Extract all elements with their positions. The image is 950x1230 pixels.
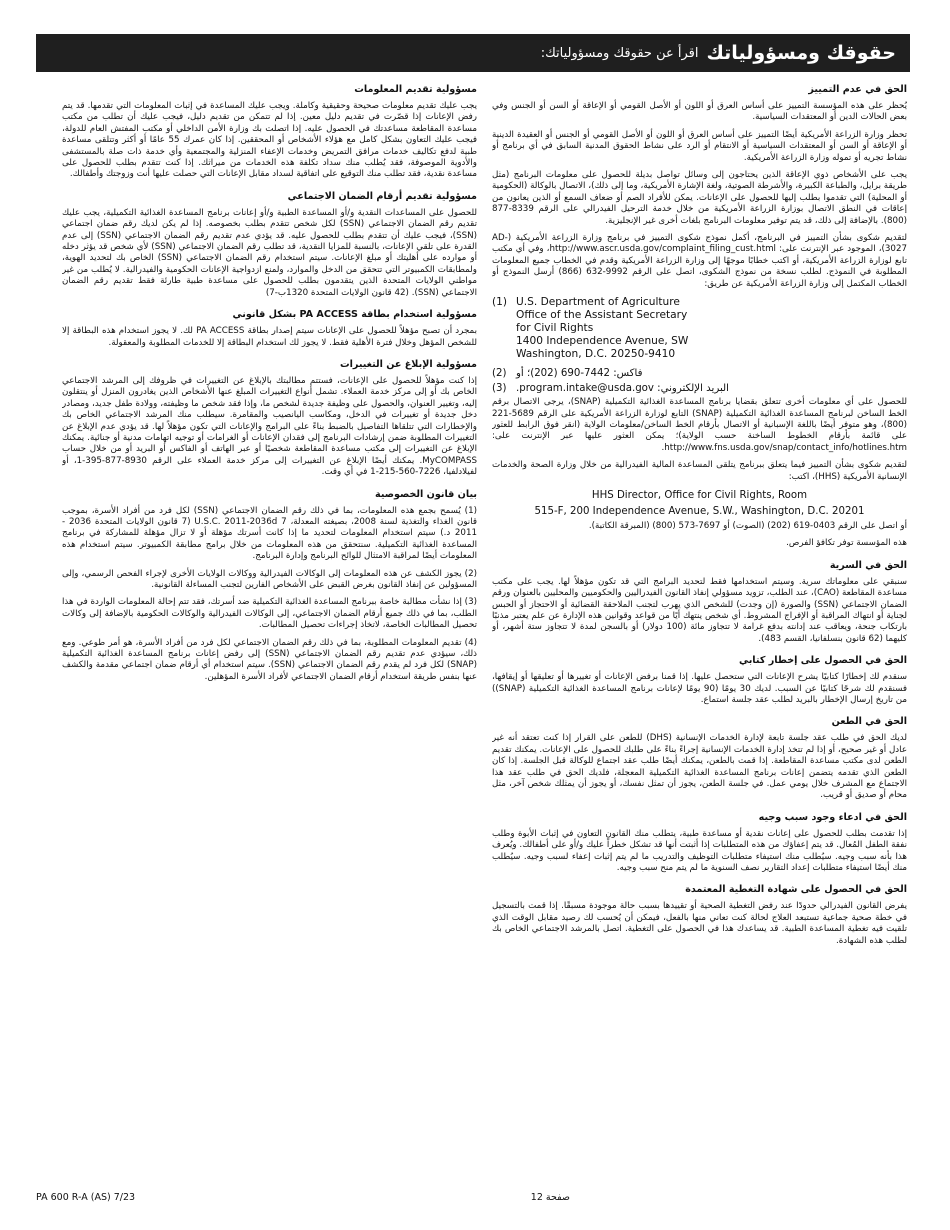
paragraph: تحظر وزارة الزراعة الأمريكية أيضًا التمييز على أساس العرق أو اللون أو الأصل القومي أو الجنس أو العقيدة الدينية أو الإعاقة أو السن أو المعتقدات السياسية أو الانتقام أو الرد على نشاط الحقوق المدنية السابق في أي برنامج أو نشاط تجريه أو تموله وزارة الزراعة الأمريكية. [492,129,907,163]
page-footer [36,1192,910,1203]
list-number: (3) [492,383,507,395]
paragraph: يجب على الأشخاص ذوي الإعاقة الذين يحتاجون إلى وسائل تواصل بديلة للحصول على معلومات البرنامج (مثل طريقة برايل، والطباعة الكبيرة، والأشرطة الصوتية، ولغة الإشارة الأمريكية، وما إلى ذلك)، الاتصال بالوكالة (الحكومية أو المحلية) التي تقدموا بطلب إليها للحصول على الإعانات. يمكن للأفراد الصم أو ضعاف السمع أو الذين يعانون من إعاقات في النطق الاتصال بوزارة الزراعة الأمريكية من خلال خدمة الترحيل الفيدرالي على الرقم 8339-877 (800). بالإضافة إلى ذلك، قد يتم توفير معلومات البرنامج بلغات أخرى غير الإنجليزية. [492,170,907,226]
address-line: Office of the Assistant Secretary [516,309,688,322]
section-ssn [62,191,477,299]
list-number: (2) [492,368,507,380]
section-pa-access [62,309,477,349]
paragraph: بمجرد أن تصبح مؤهلاً للحصول على الإعانات سيتم إصدار بطاقة PA ACCESS لك. لا يجوز استخدام هذه البطاقة إلا للشخص المؤهل وخلال فترة الأهلية فقط. لا يجوز لك استخدام البطاقة إلا للخدمات المطلوبة والمعقولة. [62,326,477,348]
section-title: الحق في الحصول على إخطار كتابي [739,655,907,667]
section-provide-information [62,84,477,181]
section-title: الحق في الطعن [831,716,907,728]
address-line: 1400 Independence Avenue, SW [516,335,689,348]
form-number: PA 600 R-A (AS) 7/23 [36,1192,136,1203]
paragraph: لديك الحق في طلب عقد جلسة تابعة لإدارة الخدمات الإنسانية (DHS) للطعن على القرار إذا كنت تعتقد أنه غير عادل أو غير صحيح، أو إذا لم تتخذ إدارة الخدمات الإنسانية إجراءً بناءً على طلبك للحصول على الإعانات. يمكنك تقديم الطعن لدى مكتب مساعدة المقاطعة. إذا قمت بالطعن، يمكنك أيضًا طلب عقد اجتماع للوكالة قبل الجلسة. إذا كان الطعن الذي تقدمه يتضمن إعانات برنامج المساعدة الغذائية التكميلية المعجلة، فلديك الحق في طلب عقد هذا الاجتماع مع المشرف خلال يومي عمل. في جلسة الطعن، يجوز أن تمثل نفسك، أو يجوز أن يمثلك شخص آخر، مثل محام أو صديق أو قريب. [492,733,907,801]
section-privacy-act [62,489,477,684]
address-line: Washington, D.C. 20250-9410 [516,348,676,361]
header-subtitle: اقرأ عن حقوقك ومسؤولياتك: [540,45,699,61]
paragraph: (3) إذا نشأت مطالبة خاصة ببرنامج المساعدة الغذائية التكميلية ضد أسرتك، فقد تتم إحالة المعلومات الواردة في هذا الطلب، بما في ذلك جميع أرقام الضمان الاجتماعي، إلى الوكالات الفيدرالية والوكالات الحكومية بالإضافة إلى وكالات تحصيل المطالبات الخاصة، لاتخاذ إجراءات تحصيل المطالبات. [62,597,477,631]
section-title: الحق في الحصول على شهادة التغطية المعتمدة [685,884,907,896]
paragraph: يُحظر على هذه المؤسسة التمييز على أساس العرق أو اللون أو الأصل القومي أو الإعاقة أو السن أو الجنس وفي بعض الحالات الدين أو المعتقدات السياسية. [492,101,907,123]
section-good-cause [492,812,907,875]
paragraph: إذا تقدمت بطلب للحصول على إعانات نقدية أو مساعدة طبية، يتطلب منك القانون التعاون في إثبات الأبوة وطلب نفقة الطفل المُعال. قد يتم إعفاؤك من هذه المتطلبات إذا أثبتت أنها قد تشكل خطراً عليك و/أو على أطفالك. ويُعرف هذا بأنه سبب وجيه. سيُطلب منك استيفاء متطلبات التوظيف والتدريب ما لم يتم إثبات إعفاء لسبب وجيه. سيُطلب منك أيضًا استيفاء متطلبات إعداد التقارير نصف السنوية ما لم يتم منح سبب وجيه. [492,828,907,874]
hhs-address-line: 515-F, 200 Independence Avenue, S.W., Washington, D.C. 20201 [534,505,865,517]
section-title: الحق في السرية [829,559,907,571]
paragraph: للحصول على أي معلومات أخرى تتعلق بقضايا برنامج المساعدة الغذائية التكميلية (SNAP)، يرجى الاتصال برقم الخط الساخن لبرنامج المساعدة الغذائية التكميلية (SNAP) التابع لوزارة الزراعة الأمريكية على الرقم 5689-221 (800)، وهو متوفر أيضًا باللغة الإسبانية أو الاتصال بأرقام الخط الساخن/معلومات الولاية (انقر فوق الرابط للعثور على قائمة بأرقام الخطوط الساخنة حسب الولاية)؛ يمكن العثور عليها عبر الإنترنت على: http://www.fns.usda.gov/snap/contact_info/hotlines.htm. [492,397,907,453]
email-line [492,382,907,395]
page-number: صفحة 12 [530,1192,570,1203]
email-text: البريد الإلكتروني: program.intake@usda.gov. [516,383,729,395]
paragraph: للحصول على المساعدات النقدية و/أو المساعدة الطبية و/أو إعانات برنامج المساعدة الغذائية التكميلية، يجب عليك تقديم رقم الضمان الاجتماعي (SSN) لكل شخص تتقدم بطلب بخصوصه. إذا لم يكن لديك رقم ضمان اجتماعي (SSN)، فيجب عليك أن تتقدم بطلب للحصول عليه. قد يؤدي عدم تقديم رقم الضمان الاجتماعي (SSN) إلى عدم القدرة على تلقي الإعانات، بالنسبة للمزايا النقدية، قد تطلب رقم الضمان الاجتماعي (SSN) لأي شخص قد يؤثر دخله أو موارده على أهليتك أو مبلغ الإعانات. سيتم استخدام رقم الضمان الاجتماعي (SSN) الخاص بك لتحديد الهوية، ولمطابقات الكمبيوتر التي تتحقق من الدخل والموارد، ولمنع ازدواجية الإعانات الحكومية والفيدرالية. لا يُطلب من غير مواطني الولايات المتحدة الذين يتقدمون بطلب للحصول على مساعدة طبية طارئة فقط تقديم رقم الضمان الاجتماعي (SSN). (42 قانون الولايات المتحدة 1320ب-7) [62,207,477,298]
paragraph: يفرض القانون الفيدرالي حدودًا عند رفض التغطية الصحية أو تقييدها بسبب حالة موجودة مسبقًا. إذا قمت بالتسجيل في خطة صحية جماعية تستبعد العلاج لحالة كنت تعاني منها بالفعل، فيمكن أن يُحسب لك رصيد مقابل الوقت الذي تلقيت فيه تغطية المساعدة الطبية. قد يساعدك هذا في الحصول على التغطية. اتصل بالمرشد الاجتماعي الخاص بك لطلب هذه الشهادة. [492,901,907,946]
section-report-changes [62,359,477,479]
paragraph: هذه المؤسسة توفر تكافؤ الفرص. [786,538,907,549]
section-confidentiality [492,560,907,645]
paragraph: سنبقي على معلوماتك سرية. وسيتم استخدامها فقط لتحديد البرامج التي قد تكون مؤهلاً لها. يجب على مكتب مساعدة المقاطعة (CAO)، عند الطلب، تزويد مسؤولي إنفاذ القانون الفيدراليين والحكوميين والمحليين بالعنوان ورقم الضمان الاجتماعي (SSN) والصورة (إن وجدت) للشخص الذي يهرب لتجنب الملاحقة القضائية أو الاحتجاز أو الحبس لجناية أو انتهاك المراقبة أو الإفراج المشروط. أي شخص ينتهك أيًا من قواعد وقوانين هذه الإدارة عن علم يعتبر مذنبًا بارتكاب جنحة، ويعاقب عند إدانته بدفع غرامة لا تتجاوز مائة (100 دولار) أو بالسجن لمدة لا تتجاوز ستة أشهر، أو كليهما (62 قانون بنسلفانيا، القسم 483). [492,576,907,644]
section-appeal [492,716,907,801]
address-line: U.S. Department of Agriculture [516,296,680,309]
paragraph: يجب عليك تقديم معلومات صحيحة وحقيقية وكاملة. ويجب عليك المساعدة في إثبات المعلومات التي تقدمها. قد يتم رفض الإعانات إذا قصّرت في تقديم دليل معين. إذا لم تتمكن من تقديم دليل، فيجب عليك أن تطلب من مكتب مساعدة المقاطعة مساعدتك في الحصول عليه. إذا اتصلت بك وزارة الأمن الداخلي أو مكتب المفتش العام للدولة، فيجب عليك التعاون بشكل كامل مع هؤلاء الأشخاص أو المحققين. إذا كان عمرك 55 عامًا أو أكثر وتتلقى مساعدة طبية لدفع تكاليف خدمات مرافق التمريض وخدمات الإعفاء المنزلية والمجتمعية وأي خدمة ذات صلة بالمستشفى والأدوية الموصوفة، فقد يُطلب منك سداد تكلفة هذه الخدمات من ميراثك. إذا كنت تتقدم بطلب للحصول على مساعدة نقدية، فقد تطلب منك التوقيع على اتفاقية لسداد مقابل الإعانات التي حصلت عليها أنت وزوجتك وأطفالك. [62,101,477,180]
hhs-address-line: HHS Director, Office for Civil Rights, Room [591,489,808,501]
section-title: الحق في عدم التمييز [808,84,907,95]
fax-line [492,367,907,380]
section-written-notice [492,655,907,706]
left-column [62,84,477,1184]
paragraph: أو اتصل على الرقم 0403-619 (202) (الصوت) أو 7697-573 (800) (المبرقة الكاتبة). [588,520,907,531]
paragraph: (2) يجوز الكشف عن هذه المعلومات إلى الوكالات الفيدرالية ووكالات الولايات الأخرى لإجراء الفحص الرسمي، وإلى المسؤولين عن إنفاذ القانون بغرض القبض على الأشخاص الفارين لتجنب المساءلة القانونية. [62,568,477,590]
paragraph: لتقديم شكوى بشأن التمييز في البرنامج، أكمل نموذج شكوى التمييز في برنامج وزارة الزراعة الأمريكية (AD-3027)، الموجود عبر الإنترنت على: http://www.ascr.usda.gov/complaint_filing_cust.html، وفي أي مكتب تابع لوزارة الزراعة الأمريكية، أو اكتب خطابًا موجهًا إلى وزارة الزراعة الأمريكية وقدم في الخطاب جميع المعلومات المطلوبة في النموذج. لطلب نسخة من نموذج الشكوى، اتصل على الرقم 9992-632 (866) أرسل النموذج أو الخطاب المكتمل إلى وزارة الزراعة الأمريكية عن طريق: [492,233,907,289]
section-nondiscrimination [492,84,907,550]
paragraph: إذا كنت مؤهلاً للحصول على الإعانات، فستتم مطالبتك بالإبلاغ عن التغييرات في ظروفك إلى المرشد الاجتماعي الخاص بك أو إلى مركز خدمة العملاء. تشمل أنواع التغييرات المبلغ عنها الأشخاص الذين يغادرون المنزل أو ينتقلون إليه، وتغيير العنوان، والحصول على وظيفة جديدة لشخص ما، وإذا فقد شخص ما وظيفته، وولادة طفل جديد، ومصادر دخل جديدة أو تغييرات في الدخل، ومكاسب اليانصيب والمقامرة. سيطلب منك المرشد الاجتماعي الخاص بك والإخطارات التي تتلقاها التفاصيل بالضبط بناءً على البرامج والإعانات التي تكون مؤهلاً لها. قد يؤدي عدم الإبلاغ عن التغييرات المطلوبة ضمن إرشادات البرنامج إلى فقدان الإعانات أو الغرامات أو توجيه اتهامات مدنية أو جنائية. يمكنك الإبلاغ عن التغييرات إلى مكتب مساعدة المقاطعة شخصيًا أو عبر الهاتف أو الفاكس أو البريد أو من خلال حساب MyCOMPASS. يمكنك أيضًا الإبلاغ عن التغييرات إلى مركز خدمة العملاء على الرقم 8930-877-395-1، أو لفيلادلفيا، 7226-560-215-1 في أي وقت. [62,375,477,478]
section-title: مسؤولية تقديم أرقام الضمان الاجتماعي [287,190,477,202]
section-title: الحق في ادعاء وجود سبب وجيه [758,811,907,823]
section-title: مسؤولية الإبلاغ عن التغييرات [339,358,477,370]
paragraph: (4) تقديم المعلومات المطلوبة، بما في ذلك رقم الضمان الاجتماعي لكل فرد من أفراد الأسرة، هو أمر طوعي. ومع ذلك، سيؤدي عدم تقديم رقم الضمان الاجتماعي (SSN) إلى رفض إعانات برنامج المساعدة الغذائية التكميلية (SNAP) لكل فرد لم يقدم رقم الضمان الاجتماعي (SSN). سيتم استخدام أي أرقام ضمان اجتماعي مقدمة والكشف عنها بنفس طريقة استخدام أرقام الضمان الاجتماعي لأفراد الأسرة المؤهلين. [62,637,477,682]
section-title: مسؤولية تقديم المعلومات [354,84,477,95]
fax-text: فاكس: 7442-690 (202)؛ أو [516,368,643,380]
paragraph: سنقدم لك إخطارًا كتابيًا يشرح الإعانات التي ستحصل عليها. إذا قمنا برفض الإعانات أو تغييرها أو تعليقها أو إيقافها، فسنقدم لك شرحًا كتابيًا عن السبب. لديك 30 يومًا (90 يومًا لإعانات برنامج المساعدة الغذائية التكميلية (SNAP)) من تاريخ إرسال الإخطار بالبريد لطلب عقد جلسة استماع. [492,672,907,705]
header-title: حقوقك ومسؤولياتك [706,42,896,64]
list-number: (1) [492,296,508,309]
section-coverage-certificate [492,884,907,947]
section-title: بيان قانون الخصوصية [375,488,477,500]
section-header [36,34,910,72]
mail-address [492,296,907,361]
right-column [492,84,907,1184]
paragraph: لتقديم شكوى بشأن التمييز فيما يتعلق ببرنامج يتلقى المساعدة المالية الفيدرالية من خلال وزارة الصحة والخدمات الإنسانية الأمريكية (HHS)، اكتب: [492,460,907,482]
paragraph: (1) يُسمح بجمع هذه المعلومات، بما في ذلك رقم الضمان الاجتماعي (SSN) لكل فرد من أفراد الأسرة، بموجب قانون الغذاء والتغذية لسنة 2008، بصيغته المعدلة، 7 U.S.C. 2011-2036d (7 قانون الولايات المتحدة 2036 - 2011 د.) سيتم استخدام المعلومات لتحديد ما إذا كانت أسرتك مؤهلة أو لا تزال مؤهلة للمشاركة في برنامج المساعدة الغذائية التكميلية. سنتحقق من هذه المعلومات من خلال برامج مطابقة الكمبيوتر. سيتم استخدام هذه المعلومات أيضًا لمراقبة الامتثال للوائح البرنامج وإدارة البرنامج. [62,505,477,562]
address-line: for Civil Rights [516,322,594,335]
section-title: مسؤولية استخدام بطاقة PA ACCESS بشكل قانوني [232,309,477,321]
